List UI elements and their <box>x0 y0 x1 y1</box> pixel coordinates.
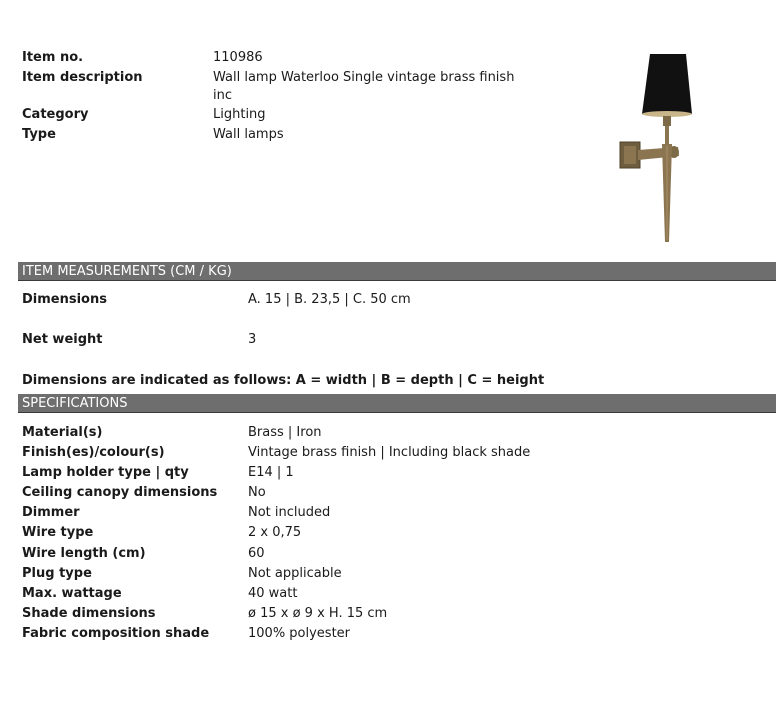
spec-label: Ceiling canopy dimensions <box>22 485 218 500</box>
lamp-holder <box>663 116 671 126</box>
type-value: Wall lamps <box>213 127 284 142</box>
spec-label: Max. wattage <box>22 586 122 601</box>
spec-label: Wire length (cm) <box>22 546 146 561</box>
type-label: Type <box>22 127 56 142</box>
spec-label: Shade dimensions <box>22 606 156 621</box>
spec-value: 2 x 0,75 <box>248 525 302 540</box>
item-description-line2: inc <box>213 88 232 103</box>
lamp-stem <box>665 126 669 144</box>
spec-value: E14 | 1 <box>248 465 294 480</box>
category-label: Category <box>22 107 89 122</box>
item-description-label: Item description <box>22 70 143 85</box>
section-header-measurements: ITEM MEASUREMENTS (CM / KG) <box>18 262 776 281</box>
item-no-value: 110986 <box>213 50 263 65</box>
spec-value: Not applicable <box>248 566 342 581</box>
spec-value: Not included <box>248 505 331 520</box>
net-weight-value: 3 <box>248 332 257 347</box>
spec-value: 40 watt <box>248 586 298 601</box>
spec-value: ø 15 x ø 9 x H. 15 cm <box>248 606 388 621</box>
item-description-line1: Wall lamp Waterloo Single vintage brass finish <box>213 70 515 85</box>
spec-label: Finish(es)/colour(s) <box>22 445 165 460</box>
spec-value: No <box>248 485 266 500</box>
wall-plate-inner <box>624 146 636 164</box>
item-no-label: Item no. <box>22 50 84 65</box>
product-image-wall-lamp <box>612 50 694 250</box>
dimensions-label: Dimensions <box>22 292 107 307</box>
spec-value: 60 <box>248 546 265 561</box>
spec-value: 100% polyester <box>248 626 351 641</box>
spec-value: Vintage brass finish | Including black shade <box>248 445 531 460</box>
spec-label: Wire type <box>22 525 94 540</box>
lamp-shade <box>642 54 692 114</box>
section-header-specifications: SPECIFICATIONS <box>18 394 776 413</box>
spec-label: Material(s) <box>22 425 103 440</box>
dimensions-value: A. 15 | B. 23,5 | C. 50 cm <box>248 292 411 307</box>
category-value: Lighting <box>213 107 266 122</box>
dimensions-note: Dimensions are indicated as follows: A = width | B = depth | C = height <box>22 373 545 388</box>
spec-label: Fabric composition shade <box>22 626 210 641</box>
spec-value: Brass | Iron <box>248 425 322 440</box>
spec-label: Dimmer <box>22 505 80 520</box>
spec-label: Plug type <box>22 566 92 581</box>
net-weight-label: Net weight <box>22 332 103 347</box>
spec-label: Lamp holder type | qty <box>22 465 189 480</box>
